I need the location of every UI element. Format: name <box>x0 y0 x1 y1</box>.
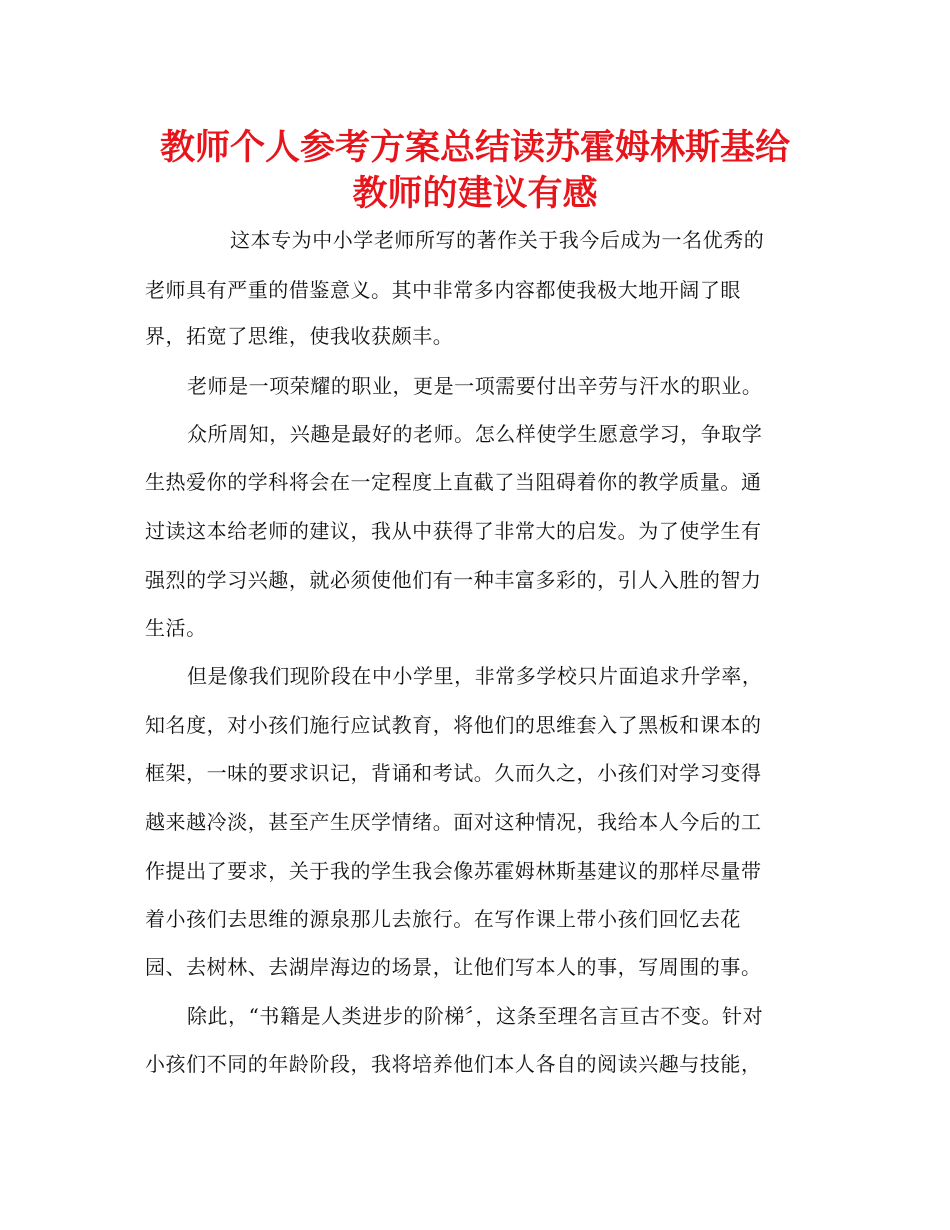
paragraph-line: 界，拓宽了思维，使我收获颇丰。 <box>145 324 454 348</box>
paragraph-line: 生活。 <box>145 616 207 640</box>
document-title-line-2: 教师的建议有感 <box>352 174 598 214</box>
paragraph-line: 作提出了要求，关于我的学生我会像苏霍姆林斯基建议的那样尽量带 <box>145 859 762 883</box>
paragraph-line: 老师具有严重的借鉴意义。其中非常多内容都使我极大地开阔了眼 <box>145 278 741 302</box>
paragraph-line: 园、去树林、去湖岸海边的场景，让他们写本人的事，写周围的事。 <box>145 955 762 979</box>
paragraph-line: 生热爱你的学科将会在一定程度上直截了当阻碍着你的教学质量。通 <box>145 470 762 494</box>
paragraph-line: 除此，“书籍是人类进步的阶梯〞，这条至理名言亘古不变。针对 <box>187 1004 764 1028</box>
paragraph-line: 框架，一味的要求识记，背诵和考试。久而久之，小孩们对学习变得 <box>145 761 762 785</box>
paragraph-line: 知名度，对小孩们施行应试教育，将他们的思维套入了黑板和课本的 <box>145 713 762 737</box>
paragraph-line: 众所周知，兴趣是最好的老师。怎么样使学生愿意学习，争取学 <box>187 422 763 446</box>
paragraph-line: 但是像我们现阶段在中小学里，非常多学校只片面追求升学率， <box>187 664 763 688</box>
paragraph-line: 着小孩们去思维的源泉那儿去旅行。在写作课上带小孩们回忆去花 <box>145 907 741 931</box>
paragraph-line: 这本专为中小学老师所写的著作关于我今后成为一名优秀的 <box>230 228 765 252</box>
paragraph-line: 过读这本给老师的建议，我从中获得了非常大的启发。为了使学生有 <box>145 519 762 543</box>
paragraph-line: 老师是一项荣耀的职业，更是一项需要付出辛劳与汗水的职业。 <box>187 374 763 398</box>
paragraph-line: 小孩们不同的年龄阶段，我将培养他们本人各自的阅读兴趣与技能， <box>145 1052 762 1076</box>
document-title-line-1: 教师个人参考方案总结读苏霍姆林斯基给 <box>159 128 790 168</box>
paragraph-line: 越来越冷淡，甚至产生厌学情绪。面对这种情况，我给本人今后的工 <box>145 810 762 834</box>
paragraph-line: 强烈的学习兴趣，就必须使他们有一种丰富多彩的，引人入胜的智力 <box>145 568 762 592</box>
